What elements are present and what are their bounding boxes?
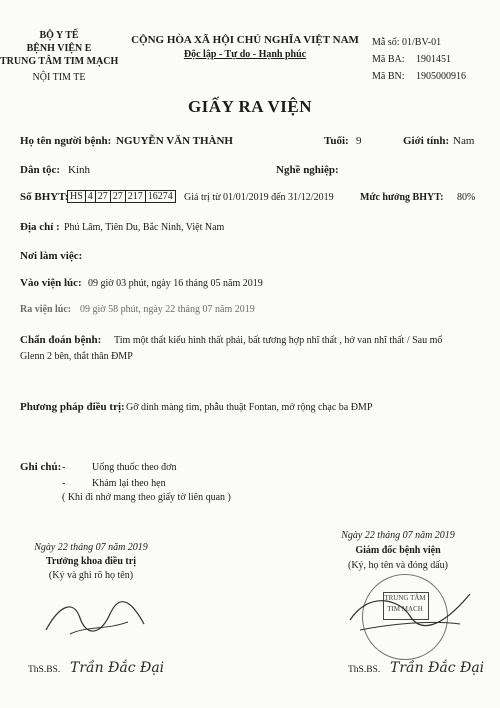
document-title: GIẤY RA VIỆN (187, 97, 313, 116)
right-sign-note: (Ký, họ tên và đóng dấu) (348, 560, 448, 571)
notes-label: Ghi chú: (20, 461, 62, 473)
left-signature-scribble (40, 596, 150, 642)
seal-text-1: TRUNG TÂM (384, 594, 426, 602)
bhyt-validity: Giá trị từ 01/01/2019 đến 31/12/2019 (184, 192, 334, 203)
diagnosis-line-2: Glenn 2 bên, thắt thân ĐMP (20, 351, 133, 362)
note-item-1: Uống thuốc theo đơn (92, 462, 177, 473)
right-sign-role: Giám đốc bệnh viện (355, 545, 441, 556)
address-value: Phú Lâm, Tiên Du, Bắc Ninh, Việt Nam (64, 222, 225, 233)
ma-ba-label: Mã BA: (372, 54, 405, 65)
bhyt-box: 16274 (145, 190, 176, 203)
ethnic-value: Kinh (68, 164, 90, 176)
note-item-2: Khám lại theo hẹn (92, 478, 166, 489)
ma-ba-value: 1901451 (416, 54, 451, 65)
center-line: TRUNG TÂM TIM MẠCH (0, 56, 119, 67)
bhyt-label: Số BHYT: (20, 191, 69, 203)
patient-name: NGUYỄN VĂN THÀNH (116, 135, 233, 147)
benefit-label: Mức hưởng BHYT: (360, 192, 444, 203)
seal-text-2: TIM MẠCH (387, 605, 423, 613)
admit-label: Vào viện lúc: (20, 277, 82, 289)
diagnosis-label: Chẩn đoán bệnh: (20, 334, 102, 346)
department-line: NỘI TIM TE (32, 72, 86, 83)
left-sign-role: Trưởng khoa điều trị (46, 556, 136, 567)
left-sign-note: (Ký và ghi rõ họ tên) (48, 570, 134, 581)
right-sign-date: Ngày 22 tháng 07 năm 2019 (341, 530, 455, 541)
hospital-line: BỆNH VIỆN E (26, 43, 92, 54)
left-sign-prefix: ThS.BS. (28, 665, 61, 675)
motto: Độc lập - Tự do - Hạnh phúc (183, 49, 307, 60)
bhyt-box: 27 (110, 190, 126, 203)
note-bullet: - (62, 478, 66, 489)
ma-bn-label: Mã BN: (372, 71, 405, 82)
benefit-value: 80% (457, 192, 476, 203)
left-sign-name: Trần Đắc Đại (70, 660, 165, 676)
ma-bn-value: 1905000916 (416, 71, 466, 82)
name-label: Họ tên người bệnh: (20, 135, 112, 147)
bhyt-box: 27 (95, 190, 111, 203)
treatment-label: Phương pháp điều trị: (20, 401, 125, 413)
gender-label: Giới tính: (403, 135, 450, 147)
workplace-label: Nơi làm việc: (20, 250, 83, 262)
right-signature-scribble (340, 580, 480, 640)
country-title: CỘNG HÒA XÃ HỘI CHỦ NGHĨA VIỆT NAM (131, 34, 359, 46)
bhyt-box: 4 (85, 190, 96, 203)
bhyt-number-boxes (67, 190, 175, 203)
job-label: Nghề nghiệp: (276, 164, 339, 176)
admit-value: 09 giờ 03 phút, ngày 16 tháng 05 năm 2019 (88, 278, 263, 289)
bhyt-box: HS (67, 190, 86, 203)
discharge-label: Ra viện lúc: (20, 304, 72, 315)
gender-value: Nam (453, 135, 475, 147)
note-bullet: - (62, 462, 66, 473)
age-label: Tuổi: (324, 135, 349, 147)
address-label: Địa chỉ : (20, 221, 60, 233)
ethnic-label: Dân tộc: (20, 164, 61, 176)
discharge-value: 09 giờ 58 phút, ngày 22 tháng 07 năm 2019 (80, 304, 255, 315)
right-sign-prefix: ThS.BS. (348, 665, 381, 675)
right-sign-name: Trần Đắc Đại (390, 660, 485, 676)
age-value: 9 (356, 135, 362, 147)
treatment-value: Gỡ dính màng tim, phẫu thuật Fontan, mở rộng chạc ba ĐMP (126, 402, 373, 413)
form-number: Mẫ số: 01/BV-01 (372, 37, 442, 48)
bhyt-box: 217 (125, 190, 146, 203)
ministry-line: BỘ Y TẾ (39, 30, 79, 41)
left-sign-date: Ngày 22 tháng 07 năm 2019 (34, 542, 148, 553)
note-item-3: ( Khi đi nhớ mang theo giấy tờ liên quan ) (62, 492, 231, 503)
diagnosis-line-1: Tim một thất kiểu hình thất phải, bất tương hợp nhĩ thất , hở van nhĩ thất / Sau mổ (114, 335, 443, 346)
